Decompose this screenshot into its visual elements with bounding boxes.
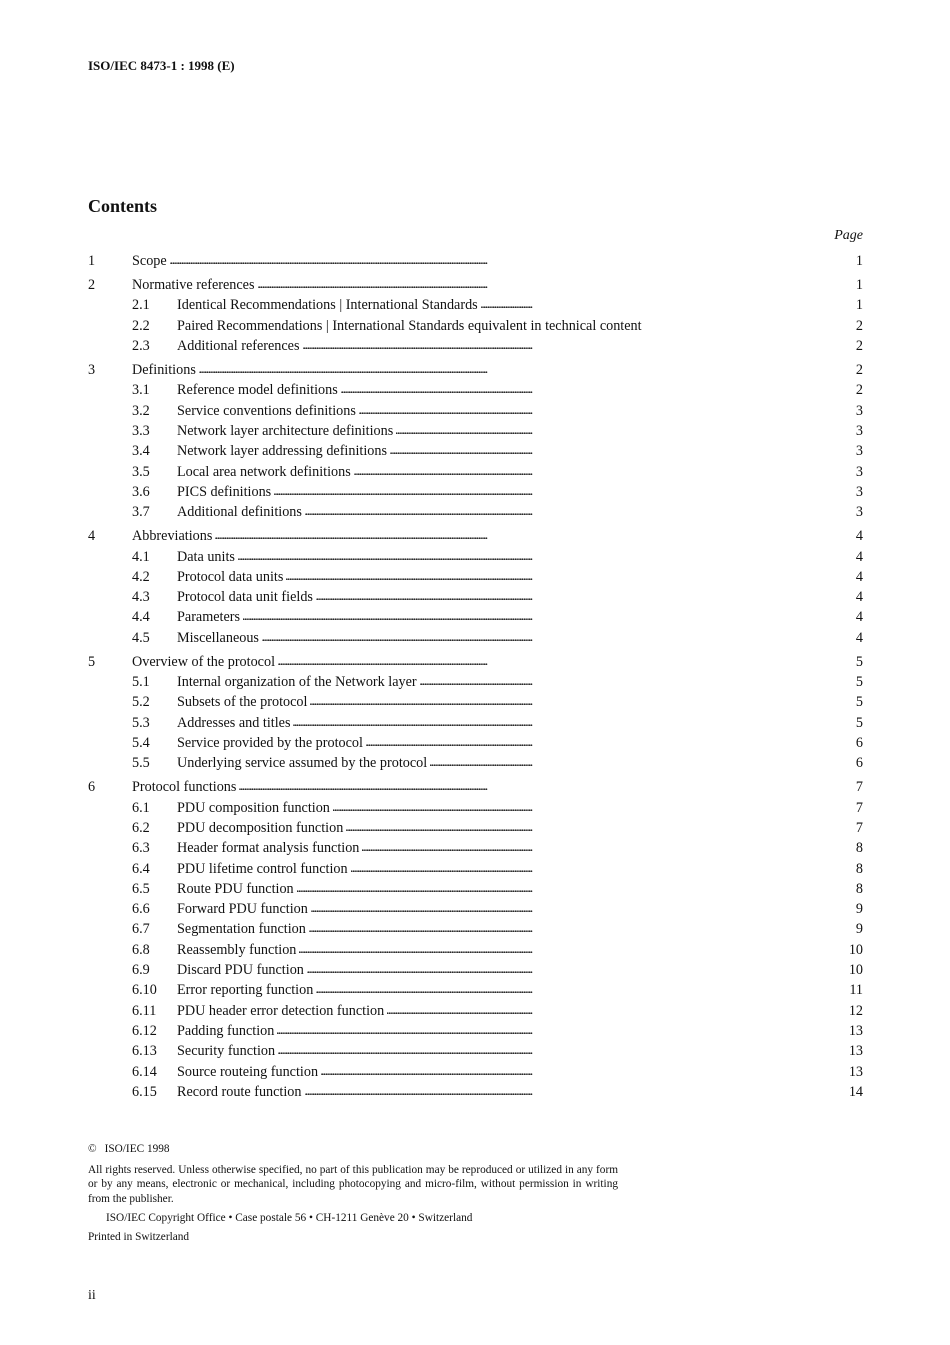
toc-entry-page: 4 bbox=[855, 528, 863, 545]
toc-entry-number: 6.11 bbox=[132, 1002, 157, 1019]
toc-entry-page: 5 bbox=[855, 714, 863, 731]
toc-entry-title: Protocol data unit fields bbox=[177, 589, 316, 605]
toc-subentry[interactable] bbox=[88, 628, 863, 648]
toc-entry-title-with-leader bbox=[177, 441, 810, 461]
toc-entry-page: 6 bbox=[855, 755, 863, 772]
toc-entry-title-with-leader bbox=[177, 733, 810, 753]
toc-entry-title: Parameters bbox=[177, 609, 243, 625]
toc-entry-page: 7 bbox=[855, 779, 863, 796]
copyright-block bbox=[88, 1142, 618, 1244]
toc-entry-number: 3.4 bbox=[132, 443, 150, 460]
toc-subentry[interactable] bbox=[88, 502, 863, 522]
toc-entry-title-with-leader bbox=[177, 940, 810, 960]
toc-subentry[interactable] bbox=[88, 753, 863, 773]
toc-subentry[interactable] bbox=[88, 713, 863, 733]
toc-subentry[interactable] bbox=[88, 733, 863, 753]
toc-subentry[interactable] bbox=[88, 798, 863, 818]
toc-subentry[interactable] bbox=[88, 692, 863, 712]
toc-entry[interactable] bbox=[88, 251, 863, 271]
toc-subentry[interactable] bbox=[88, 587, 863, 607]
toc-entry-number: 6.5 bbox=[132, 880, 150, 897]
toc-entry[interactable] bbox=[88, 526, 863, 546]
toc-entry-page: 9 bbox=[855, 901, 863, 918]
toc-entry-number: 6.12 bbox=[132, 1022, 157, 1039]
toc-entry-number: 3.1 bbox=[132, 382, 150, 399]
toc-entry-page: 3 bbox=[855, 422, 863, 439]
toc-subentry[interactable] bbox=[88, 607, 863, 627]
toc-section bbox=[88, 777, 863, 1102]
toc-entry-title: Miscellaneous bbox=[177, 630, 262, 646]
toc-entry-title-with-leader bbox=[177, 753, 810, 773]
toc-subentry[interactable] bbox=[88, 1001, 863, 1021]
toc-subentry[interactable] bbox=[88, 859, 863, 879]
toc-entry-number: 3.7 bbox=[132, 504, 150, 521]
toc-entry-title-with-leader bbox=[177, 628, 810, 648]
toc-entry-title-with-leader bbox=[177, 482, 810, 502]
toc-subentry[interactable] bbox=[88, 380, 863, 400]
toc-entry-title-with-leader bbox=[177, 899, 810, 919]
toc-entry-number: 6.1 bbox=[132, 799, 150, 816]
toc-entry-page: 11 bbox=[849, 982, 863, 999]
toc-entry-page: 4 bbox=[855, 548, 863, 565]
toc-subentry[interactable] bbox=[88, 462, 863, 482]
toc-entry-title: Segmentation function bbox=[177, 921, 309, 937]
printed-in: Printed in Switzerland bbox=[88, 1230, 190, 1243]
toc-entry-page: 10 bbox=[848, 962, 863, 979]
toc-entry-number: 3.5 bbox=[132, 463, 150, 480]
toc-entry-page: 3 bbox=[855, 463, 863, 480]
toc-entry-number: 6.13 bbox=[132, 1043, 157, 1060]
toc-entry-title: Scope bbox=[132, 253, 170, 269]
toc-entry-title: Service conventions definitions bbox=[177, 403, 359, 419]
toc-entry-number: 5 bbox=[88, 653, 96, 670]
toc-entry-number: 6.8 bbox=[132, 941, 150, 958]
toc-section bbox=[88, 526, 863, 648]
toc-section bbox=[88, 251, 863, 271]
toc-entry-title: Data units bbox=[177, 549, 238, 565]
toc-entry-page: 12 bbox=[848, 1002, 863, 1019]
toc-entry-number: 6.7 bbox=[132, 921, 150, 938]
toc-entry-title-with-leader bbox=[132, 777, 810, 797]
toc-entry-number: 5.4 bbox=[132, 735, 150, 752]
toc-entry-title: Abbreviations bbox=[132, 528, 215, 544]
toc-entry-title-with-leader bbox=[177, 502, 810, 522]
toc-subentry[interactable] bbox=[88, 567, 863, 587]
toc-entry-title: Header format analysis function bbox=[177, 840, 362, 856]
toc-entry-page: 5 bbox=[855, 653, 863, 670]
toc-entry-title: Discard PDU function bbox=[177, 962, 307, 978]
toc-entry-page: 14 bbox=[848, 1083, 863, 1100]
toc-entry-title-with-leader bbox=[177, 567, 810, 587]
toc-entry-title-with-leader bbox=[132, 275, 810, 295]
toc-entry-title-with-leader bbox=[177, 462, 810, 482]
toc-entry-number: 2.1 bbox=[132, 297, 150, 314]
toc-entry-title: Addresses and titles bbox=[177, 715, 293, 731]
copyright-line bbox=[88, 1142, 618, 1157]
toc-entry-page: 3 bbox=[855, 443, 863, 460]
toc-subentry[interactable] bbox=[88, 1062, 863, 1082]
toc-entry-title: Local area network definitions bbox=[177, 464, 354, 480]
toc-entry-title-with-leader bbox=[177, 607, 810, 627]
toc-subentry[interactable] bbox=[88, 1082, 863, 1102]
toc-entry-number: 4 bbox=[88, 528, 96, 545]
toc-entry-title: Protocol data units bbox=[177, 569, 286, 585]
toc-entry-page: 4 bbox=[855, 589, 863, 606]
toc-entry-title-with-leader bbox=[132, 251, 810, 271]
copyright-text: ISO/IEC 1998 bbox=[104, 1143, 170, 1155]
toc-entry-title: Overview of the protocol bbox=[132, 654, 278, 670]
toc-entry-title-with-leader bbox=[177, 713, 810, 733]
toc-entry-page: 7 bbox=[855, 799, 863, 816]
toc-entry-page: 4 bbox=[855, 609, 863, 626]
toc-entry-title-with-leader bbox=[132, 652, 810, 672]
toc-entry-title: Reassembly function bbox=[177, 942, 299, 958]
toc-entry-title: Network layer addressing definitions bbox=[177, 443, 390, 459]
toc-section bbox=[88, 652, 863, 774]
rights-statement: All rights reserved. Unless otherwise specified, no part of this publication may be reproduced or utilized in any form or by any means, electronic or mechanical, including photocopying and micro-film, without permission in writing from the publisher. bbox=[88, 1163, 618, 1205]
toc-entry-page: 7 bbox=[855, 820, 863, 836]
toc-entry-title-with-leader bbox=[177, 838, 810, 858]
toc-entry-page: 5 bbox=[855, 694, 863, 711]
toc-entry-page: 13 bbox=[848, 1063, 863, 1080]
toc-entry-title-with-leader bbox=[177, 1001, 810, 1021]
page-column-label: Page bbox=[834, 228, 863, 243]
toc-entry-title: Reference model definitions bbox=[177, 382, 341, 398]
contents-title: Contents bbox=[88, 196, 158, 216]
document-header: ISO/IEC 8473-1 : 1998 (E) bbox=[88, 58, 235, 73]
toc-subentry[interactable] bbox=[88, 980, 863, 1000]
toc-entry-title-with-leader bbox=[177, 919, 810, 939]
toc-entry-number: 4.3 bbox=[132, 589, 150, 606]
toc-subentry[interactable] bbox=[88, 482, 863, 502]
toc-entry-page: 1 bbox=[855, 277, 863, 294]
toc-entry-page: 8 bbox=[855, 880, 863, 897]
toc-entry-title-with-leader bbox=[177, 587, 810, 607]
toc-subentry[interactable] bbox=[88, 316, 863, 336]
toc-entry-title-with-leader bbox=[177, 316, 810, 336]
toc-entry-page: 3 bbox=[855, 504, 863, 521]
toc-entry-page: 2 bbox=[855, 317, 863, 334]
toc-entry-number: 2.2 bbox=[132, 317, 150, 334]
toc-section bbox=[88, 275, 863, 356]
toc-section bbox=[88, 360, 863, 522]
toc-entry-title: Source routeing function bbox=[177, 1064, 321, 1080]
toc-entry[interactable] bbox=[88, 777, 863, 797]
toc-entry[interactable] bbox=[88, 360, 863, 380]
toc-entry-title-with-leader bbox=[177, 980, 810, 1000]
toc-entry-number: 6.10 bbox=[132, 982, 157, 999]
toc-entry[interactable] bbox=[88, 652, 863, 672]
toc-entry-title-with-leader bbox=[177, 1021, 810, 1041]
toc-entry-page: 2 bbox=[855, 337, 863, 354]
toc-entry[interactable] bbox=[88, 275, 863, 295]
toc-subentry[interactable] bbox=[88, 421, 863, 441]
toc-entry-title: Protocol functions bbox=[132, 779, 239, 795]
toc-entry-title-with-leader bbox=[177, 672, 810, 692]
toc-subentry[interactable] bbox=[88, 940, 863, 960]
toc-entry-title-with-leader bbox=[177, 818, 810, 838]
toc-entry-number: 6.9 bbox=[132, 962, 150, 979]
toc-entry-title-with-leader bbox=[177, 859, 810, 879]
toc-subentry[interactable] bbox=[88, 879, 863, 899]
toc-entry-number: 3.6 bbox=[132, 483, 150, 500]
toc-subentry[interactable] bbox=[88, 838, 863, 858]
toc-entry-page: 4 bbox=[855, 629, 863, 646]
toc-entry-title: Internal organization of the Network layer bbox=[177, 674, 420, 690]
toc-entry-page: 2 bbox=[855, 382, 863, 399]
toc-entry-title-with-leader bbox=[177, 421, 810, 441]
toc-entry-page: 6 bbox=[855, 735, 863, 752]
toc-entry-number: 2.3 bbox=[132, 337, 150, 354]
toc-entry-number: 4.2 bbox=[132, 568, 150, 585]
toc-entry-title: PDU lifetime control function bbox=[177, 861, 351, 877]
toc-entry-number: 4.1 bbox=[132, 548, 150, 565]
toc-entry-title: Definitions bbox=[132, 362, 199, 378]
page-number: ii bbox=[88, 1288, 96, 1303]
copyright-icon: © bbox=[88, 1143, 97, 1155]
toc-entry-page: 13 bbox=[848, 1022, 863, 1039]
toc-entry-number: 3 bbox=[88, 362, 96, 379]
toc-entry-page: 4 bbox=[855, 568, 863, 585]
toc-subentry[interactable] bbox=[88, 672, 863, 692]
toc-entry-page: 8 bbox=[855, 860, 863, 877]
toc-entry-number: 2 bbox=[88, 277, 96, 294]
toc-entry-page: 2 bbox=[855, 362, 863, 379]
toc-entry-title-with-leader bbox=[177, 295, 810, 315]
toc-entry-title-with-leader bbox=[177, 798, 810, 818]
toc-entry-number: 6.4 bbox=[132, 860, 150, 877]
toc-entry-number: 5.3 bbox=[132, 714, 150, 731]
toc-entry-number: 6.6 bbox=[132, 901, 150, 918]
toc-entry-number: 5.1 bbox=[132, 674, 150, 691]
toc-subentry[interactable] bbox=[88, 336, 863, 356]
toc-entry-title: Error reporting function bbox=[177, 982, 316, 998]
toc-entry-title: Additional definitions bbox=[177, 504, 305, 520]
toc-subentry[interactable] bbox=[88, 401, 863, 421]
toc-subentry[interactable] bbox=[88, 1041, 863, 1061]
toc-entry-number: 5.2 bbox=[132, 694, 150, 711]
copyright-office-address: ISO/IEC Copyright Office • Case postale 56 • CH-1211 Genève 20 • Switzerland bbox=[106, 1212, 473, 1224]
toc-entry-title-with-leader bbox=[177, 1062, 810, 1082]
toc-entry-title-with-leader bbox=[177, 1082, 810, 1102]
toc-entry-number: 3.3 bbox=[132, 422, 150, 439]
toc-entry-number: 4.4 bbox=[132, 609, 150, 626]
toc-subentry[interactable] bbox=[88, 960, 863, 980]
toc-entry-number: 6.2 bbox=[132, 820, 150, 836]
toc-entry-title: Padding function bbox=[177, 1023, 277, 1039]
toc-entry-title: Normative references bbox=[132, 277, 258, 293]
toc-subentry[interactable] bbox=[88, 1021, 863, 1041]
toc-entry-title-with-leader bbox=[177, 692, 810, 712]
toc-entry-number: 6.15 bbox=[132, 1083, 157, 1100]
toc-subentry[interactable] bbox=[88, 547, 863, 567]
toc-subentry[interactable] bbox=[88, 919, 863, 939]
toc-entry-number: 4.5 bbox=[132, 629, 150, 646]
toc-entry-title-with-leader bbox=[177, 1041, 810, 1061]
toc-entry-title: Subsets of the protocol bbox=[177, 694, 310, 710]
toc-subentry[interactable] bbox=[88, 818, 863, 838]
toc-entry-title-with-leader bbox=[132, 526, 810, 546]
toc-entry-title-with-leader bbox=[132, 360, 810, 380]
toc-entry-title-with-leader bbox=[177, 401, 810, 421]
toc-entry-title: Route PDU function bbox=[177, 881, 297, 897]
toc-entry-title: PDU header error detection function bbox=[177, 1003, 387, 1019]
toc-entry-number: 6.14 bbox=[132, 1063, 157, 1080]
toc-entry-number: 3.2 bbox=[132, 402, 150, 419]
toc-entry-number: 6 bbox=[88, 779, 96, 796]
toc-entry-page: 1 bbox=[855, 253, 863, 269]
toc-entry-title-with-leader bbox=[177, 336, 810, 356]
toc-entry-title-with-leader bbox=[177, 960, 810, 980]
toc-entry-page: 10 bbox=[848, 941, 863, 958]
toc-entry-title: Additional references bbox=[177, 338, 303, 354]
toc-entry-page: 5 bbox=[855, 674, 863, 691]
toc-entry-page: 3 bbox=[855, 483, 863, 500]
toc-entry-title: Underlying service assumed by the protocol bbox=[177, 755, 430, 771]
toc-entry-title-with-leader bbox=[177, 547, 810, 567]
toc-entry-number: 6.3 bbox=[132, 840, 150, 857]
toc-entry-title: Security function bbox=[177, 1043, 278, 1059]
toc-entry-title: Identical Recommendations | International Standards bbox=[177, 297, 481, 313]
toc-entry-title-with-leader bbox=[177, 879, 810, 899]
toc-entry-number: 1 bbox=[88, 253, 96, 269]
toc-entry-title: Service provided by the protocol bbox=[177, 735, 366, 751]
toc-entry-number: 5.5 bbox=[132, 755, 150, 772]
toc-entry-page: 13 bbox=[848, 1043, 863, 1060]
toc-entry-page: 9 bbox=[855, 921, 863, 938]
toc-entry-page: 1 bbox=[855, 297, 863, 314]
toc-entry-title: Paired Recommendations | International Standards equivalent in technical content bbox=[177, 318, 645, 334]
toc-entry-page: 3 bbox=[855, 402, 863, 419]
toc-entry-page: 8 bbox=[855, 840, 863, 857]
toc-entry-title: Record route function bbox=[177, 1084, 305, 1100]
toc-entry-title: PICS definitions bbox=[177, 484, 274, 500]
toc-entry-title: Forward PDU function bbox=[177, 901, 311, 917]
toc-subentry[interactable] bbox=[88, 899, 863, 919]
toc-subentry[interactable] bbox=[88, 441, 863, 461]
toc-entry-title: PDU composition function bbox=[177, 800, 333, 816]
toc-entry-title-with-leader bbox=[177, 380, 810, 400]
toc-entry-title: PDU decomposition function bbox=[177, 820, 346, 836]
toc-subentry[interactable] bbox=[88, 295, 863, 315]
table-of-contents bbox=[88, 251, 863, 1106]
toc-entry-title: Network layer architecture definitions bbox=[177, 423, 396, 439]
